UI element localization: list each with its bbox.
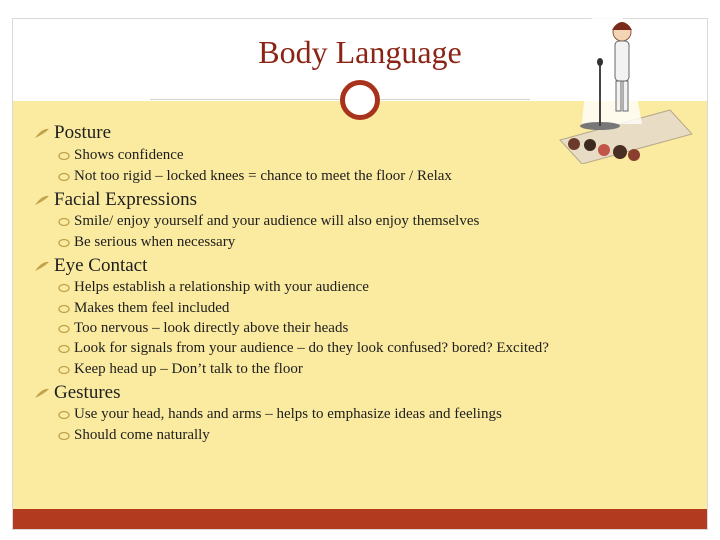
list-item: Makes them feel included <box>58 300 229 317</box>
section-heading-eye-contact: Eye Contact <box>34 255 147 277</box>
leaf-bullet-icon <box>58 168 72 185</box>
circle-ornament <box>340 80 380 120</box>
list-item: Shows confidence <box>58 147 184 164</box>
list-item: Not too rigid – locked knees = chance to meet the floor / Relax <box>58 168 452 185</box>
list-item: Use your head, hands and arms – helps to emphasize ideas and feelings <box>58 406 502 423</box>
list-item: Smile/ enjoy yourself and your audience will also enjoy themselves <box>58 213 479 230</box>
list-item: Keep head up – Don’t talk to the floor <box>58 361 303 378</box>
leaf-bullet-icon <box>58 340 72 357</box>
leaf-bullet-icon <box>58 279 72 296</box>
list-item: Should come naturally <box>58 427 210 444</box>
bottom-accent-bar <box>13 509 707 529</box>
speaker-illustration <box>552 14 702 164</box>
list-item: Too nervous – look directly above their heads <box>58 320 348 337</box>
section-heading-gestures: Gestures <box>34 382 120 404</box>
section-heading-facial-expressions: Facial Expressions <box>34 189 197 211</box>
leaf-bullet-icon <box>58 361 72 378</box>
section-heading-posture: Posture <box>34 122 111 144</box>
leaf-bullet-icon <box>58 406 72 423</box>
leaf-bullet-icon <box>58 300 72 317</box>
leaf-bullet-icon <box>58 234 72 251</box>
list-item: Helps establish a relationship with your audience <box>58 279 369 296</box>
slide-title: Body Language <box>258 34 462 70</box>
leaf-bullet-icon <box>58 213 72 230</box>
leaf-bullet-icon <box>58 427 72 444</box>
feather-bullet-icon <box>34 122 50 144</box>
list-item: Be serious when necessary <box>58 234 235 251</box>
leaf-bullet-icon <box>58 147 72 164</box>
feather-bullet-icon <box>34 189 50 211</box>
feather-bullet-icon <box>34 382 50 404</box>
feather-bullet-icon <box>34 255 50 277</box>
leaf-bullet-icon <box>58 320 72 337</box>
list-item: Look for signals from your audience – do they look confused? bored? Excited? <box>58 340 549 357</box>
